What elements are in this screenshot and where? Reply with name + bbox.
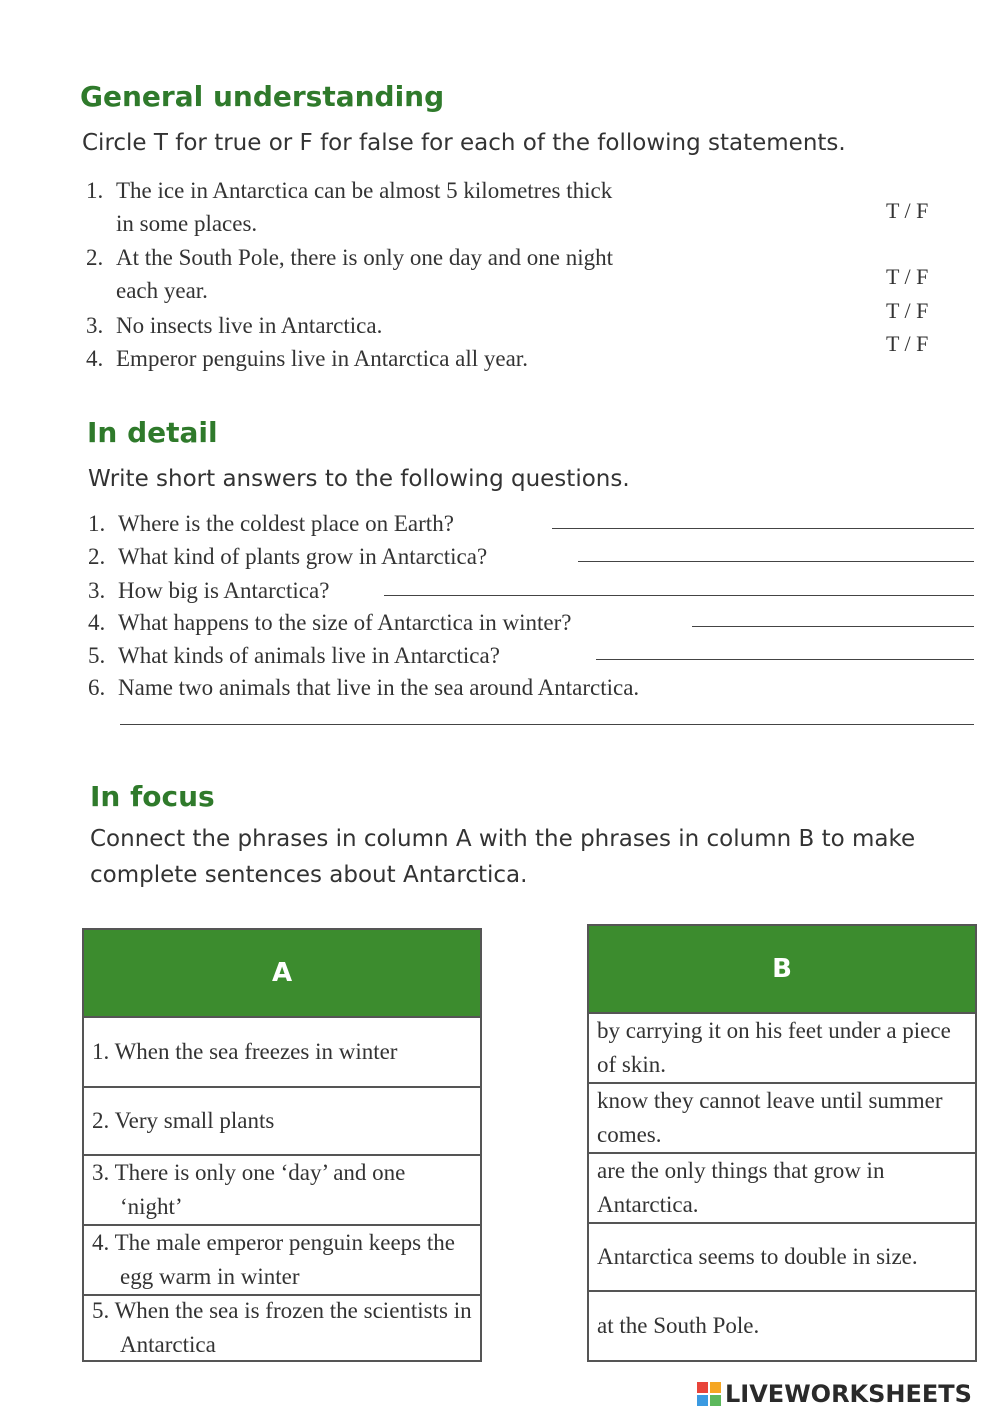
item-text: The ice in Antarctica can be almost 5 kilometres thick (116, 178, 613, 203)
column-b-row-5[interactable] (589, 1290, 975, 1360)
logo-grid-icon (697, 1382, 721, 1406)
item-number: 4. (88, 610, 106, 635)
column-b-row-4[interactable] (589, 1222, 975, 1290)
logo-square (697, 1395, 708, 1406)
logo-square (710, 1395, 721, 1406)
tf-item-4 (86, 342, 846, 375)
question-1 (88, 507, 454, 540)
cell-text: 2. Very small plants (92, 1108, 275, 1133)
answer-line-1[interactable] (552, 528, 974, 529)
question-text: What kind of plants grow in Antarctica? (118, 544, 488, 569)
instruction-detail: Write short answers to the following questions. (88, 466, 630, 492)
cell-text: 1. When the sea freezes in winter (92, 1039, 398, 1064)
question-text: Name two animals that live in the sea around Antarctica. (118, 675, 640, 700)
section-heading-detail: In detail (87, 416, 218, 449)
item-number: 1. (88, 511, 106, 536)
answer-line-3[interactable] (384, 595, 974, 596)
item-number: 2. (88, 544, 106, 569)
item-number: 2. (86, 245, 104, 270)
item-number: 3. (86, 313, 104, 338)
question-text: What happens to the size of Antarctica in winter? (118, 610, 572, 635)
column-a-header: A (84, 930, 480, 1016)
instruction-general: Circle T for true or F for false for each of the following statements. (82, 130, 846, 156)
item-number: 5. (88, 643, 106, 668)
tf-choice-4[interactable]: T / F (886, 331, 929, 356)
answer-line-5[interactable] (596, 659, 974, 660)
logo-text: LIVEWORKSHEETS (725, 1380, 972, 1408)
tf-choice-1[interactable]: T / F (886, 198, 929, 223)
cell-text: 5. When the sea is frozen the scientists in Antarctica (92, 1298, 472, 1357)
tf-choice-3[interactable]: T / F (886, 298, 929, 323)
cell-text: are the only things that grow in Antarctica. (597, 1158, 885, 1217)
cell-text: 4. The male emperor penguin keeps the egg warm in winter (92, 1230, 455, 1289)
question-2 (88, 540, 487, 573)
section-heading-general: General understanding (80, 80, 445, 113)
column-a-row-4[interactable] (84, 1224, 480, 1294)
item-text-cont: in some places. (116, 211, 258, 236)
item-number: 3. (88, 578, 106, 603)
item-text: At the South Pole, there is only one day and one night (116, 245, 613, 270)
tf-item-1 (86, 174, 846, 240)
cell-text: at the South Pole. (597, 1313, 760, 1338)
cell-text: know they cannot leave until summer comes. (597, 1088, 943, 1147)
answer-line-2[interactable] (578, 561, 974, 562)
logo-square (710, 1382, 721, 1393)
question-3 (88, 574, 329, 607)
instruction-focus-line2: complete sentences about Antarctica. (90, 862, 528, 888)
column-a-row-5[interactable] (84, 1294, 480, 1360)
question-text: What kinds of animals live in Antarctica? (118, 643, 500, 668)
column-a-row-1[interactable] (84, 1016, 480, 1086)
column-a-row-2[interactable] (84, 1086, 480, 1154)
column-b-table (587, 924, 977, 1362)
item-text-cont: each year. (116, 278, 208, 303)
question-text: How big is Antarctica? (118, 578, 330, 603)
question-6 (88, 671, 639, 704)
tf-item-2 (86, 241, 846, 307)
item-text: No insects live in Antarctica. (116, 313, 383, 338)
cell-text: Antarctica seems to double in size. (597, 1244, 918, 1269)
column-b-row-2[interactable] (589, 1082, 975, 1152)
item-text: Emperor penguins live in Antarctica all year. (116, 346, 528, 371)
question-5 (88, 639, 500, 672)
cell-text: by carrying it on his feet under a piece of skin. (597, 1018, 951, 1077)
item-number: 1. (86, 178, 104, 203)
tf-choice-2[interactable]: T / F (886, 264, 929, 289)
liveworksheets-logo (697, 1380, 972, 1408)
column-a-row-3[interactable] (84, 1154, 480, 1224)
column-b-row-3[interactable] (589, 1152, 975, 1222)
column-b-header: B (589, 926, 975, 1012)
question-text: Where is the coldest place on Earth? (118, 511, 454, 536)
item-number: 6. (88, 675, 106, 700)
section-heading-focus: In focus (90, 780, 215, 813)
item-number: 4. (86, 346, 104, 371)
logo-square (697, 1382, 708, 1393)
instruction-focus-line1: Connect the phrases in column A with the phrases in column B to make (90, 826, 916, 852)
answer-line-4[interactable] (692, 626, 974, 627)
cell-text: 3. There is only one ‘day’ and one ‘night’ (92, 1160, 406, 1219)
column-b-row-1[interactable] (589, 1012, 975, 1082)
tf-item-3 (86, 309, 846, 342)
column-a-table (82, 928, 482, 1362)
answer-line-6[interactable] (120, 724, 974, 725)
question-4 (88, 606, 571, 639)
